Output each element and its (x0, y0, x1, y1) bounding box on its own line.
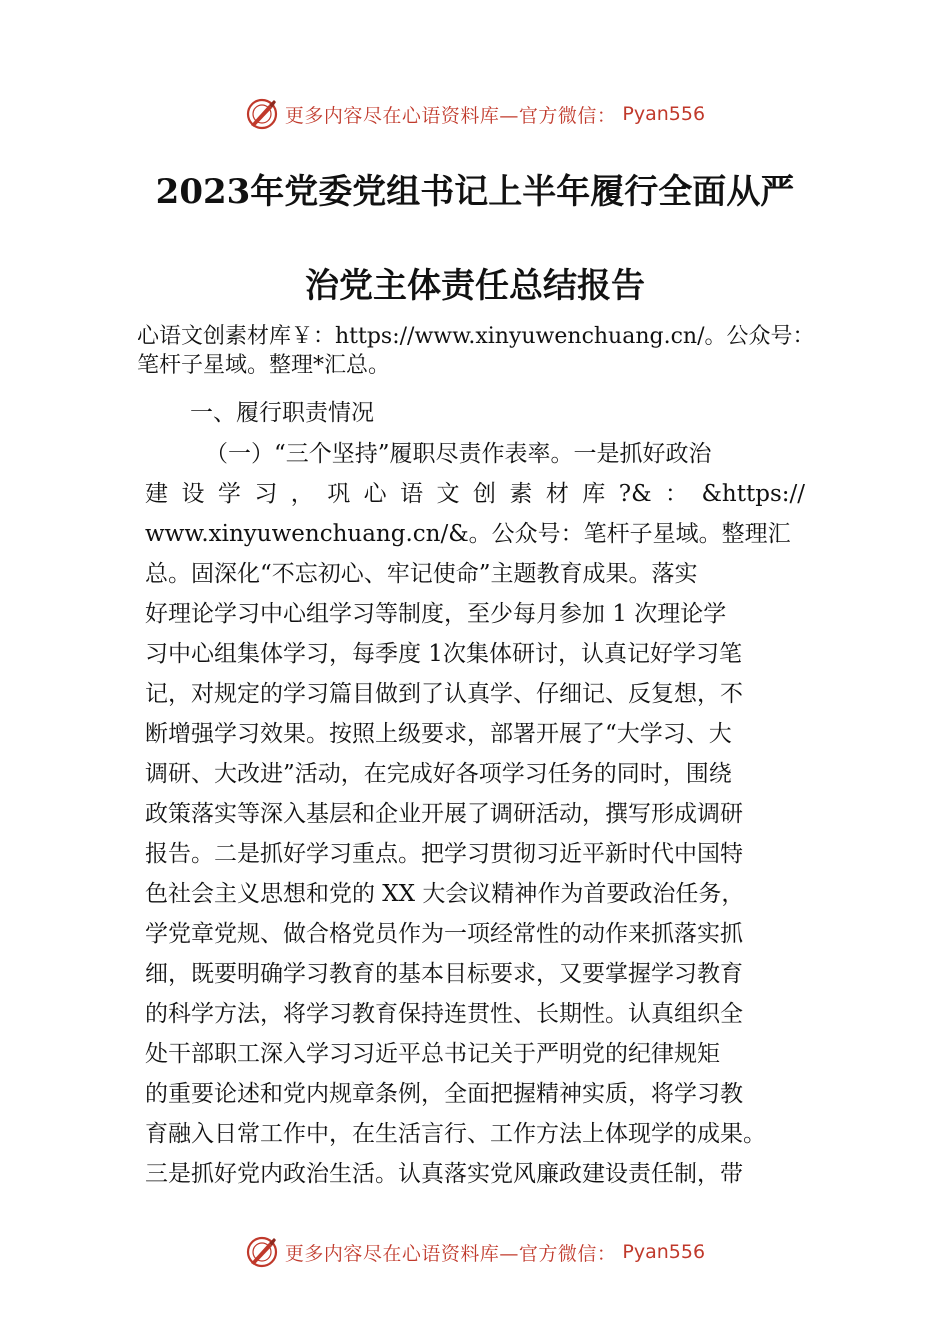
body-line: 学党章党规、做合格党员作为一项经常性的动作来抓落实抓 (145, 921, 743, 947)
section-heading: 一、履行职责情况 (190, 400, 374, 426)
body-line: 断增强学习效果。按照上级要求，部署开展了“大学习、大 (145, 721, 732, 747)
body-line: 育融入日常工作中，在生活言行、工作方法上体现学的成果。 (145, 1121, 766, 1147)
body-line: www.xinyuwenchuang.cn/&。公众号：笔杆子星域。整理汇 (145, 521, 791, 547)
document-title-line-2: 治党主体责任总结报告 (305, 266, 645, 306)
body-line: 记，对规定的学习篇目做到了认真学、仔细记、反复想，不 (145, 681, 743, 707)
body-line: 调研、大改进”活动，在完成好各项学习任务的同时，围绕 (145, 761, 732, 787)
banner-text: 更多内容尽在心语资料库—官方微信： (284, 104, 617, 127)
body-line: 政策落实等深入基层和企业开展了调研活动，撰写形成调研 (145, 801, 743, 827)
body-line: 色社会主义思想和党的 XX 大会议精神作为首要政治任务， (145, 881, 745, 907)
banner-wechat-id: Pyan556 (622, 103, 706, 125)
body-line: 习中心组集体学习，每季度 1次集体研讨，认真记好学习笔 (145, 641, 742, 667)
source-note: 心语文创素材库￥：https://www.xinyuwenchuang.cn/。公众号：笔杆子星域。整理*汇总。 (137, 324, 815, 378)
brush-logo-icon (245, 97, 279, 131)
document-title-line-1: 2023年党委党组书记上半年履行全面从严 (155, 172, 795, 212)
body-line: 好理论学习中心组学习等制度，至少每月参加 1 次理论学 (145, 601, 727, 627)
body-line: （一）“三个坚持”履职尽责作表率。一是抓好政治 (205, 441, 712, 467)
body-line: 建设学习，巩心语文创素材库?&：&https:// (145, 481, 805, 507)
body-line: 的重要论述和党内规章条例，全面把握精神实质，将学习教 (145, 1081, 743, 1107)
body-line: 细，既要明确学习教育的基本目标要求，又要掌握学习教育 (145, 961, 743, 987)
footer-watermark-banner (0, 1232, 950, 1272)
body-line: 三是抓好党内政治生活。认真落实党风廉政建设责任制，带 (145, 1161, 743, 1187)
banner-wechat-id: Pyan556 (622, 1241, 706, 1263)
banner-text: 更多内容尽在心语资料库—官方微信： (284, 1242, 617, 1265)
body-line: 的科学方法，将学习教育保持连贯性、长期性。认真组织全 (145, 1001, 743, 1027)
body-line: 处干部职工深入学习习近平总书记关于严明党的纪律规矩 (145, 1041, 720, 1067)
brush-logo-icon (245, 1235, 279, 1269)
header-watermark-banner (0, 94, 950, 134)
body-line: 总。固深化“不忘初心、牢记使命”主题教育成果。落实 (145, 561, 698, 587)
body-line: 报告。二是抓好学习重点。把学习贯彻习近平新时代中国特 (145, 841, 743, 867)
